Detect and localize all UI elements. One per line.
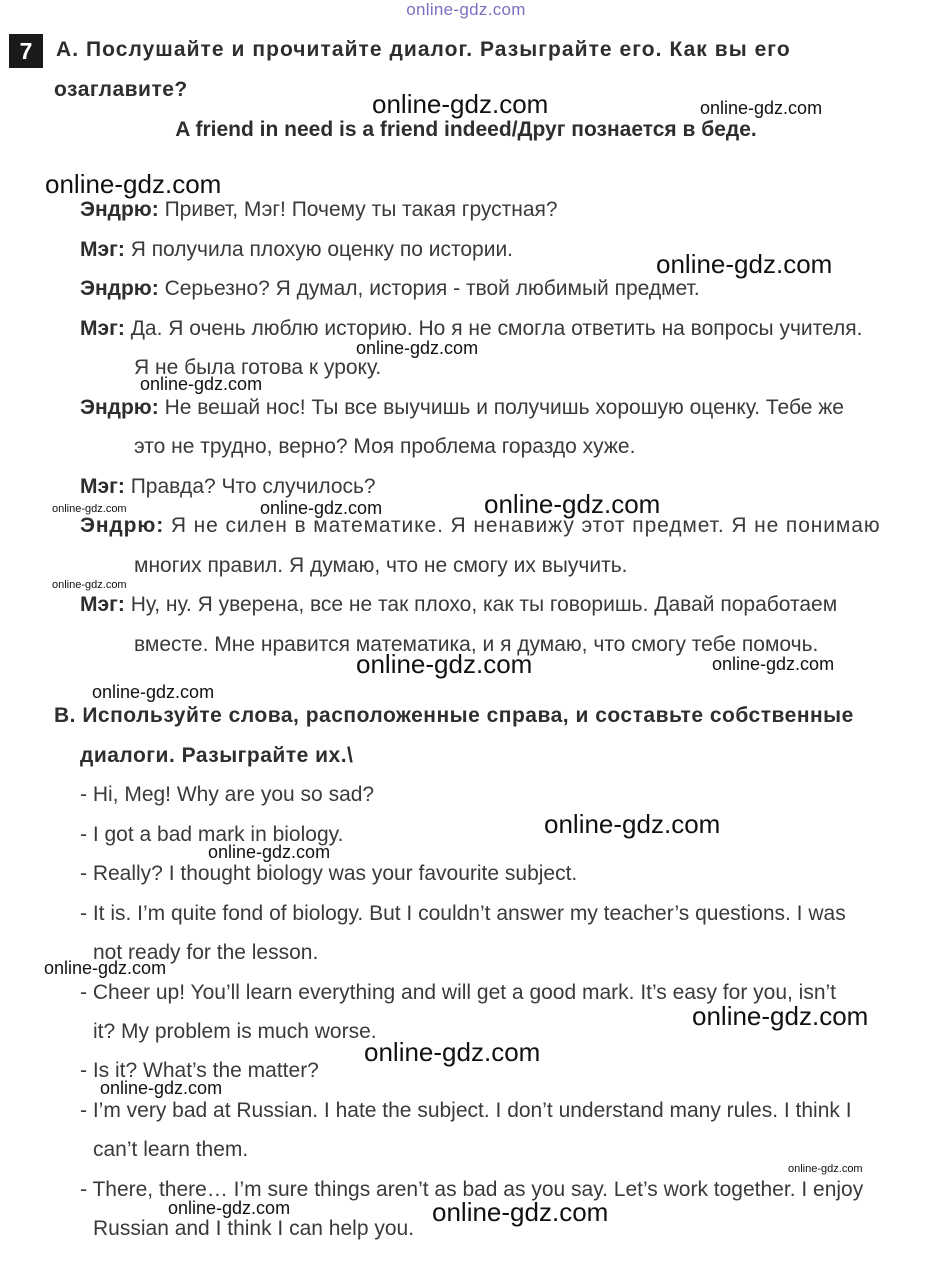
dialog-en-line: - Hi, Meg! Why are you so sad? bbox=[80, 783, 375, 806]
site-header-link[interactable]: online-gdz.com bbox=[406, 0, 526, 19]
watermark-text: online-gdz.com bbox=[656, 249, 833, 279]
dialog-ru-text: Привет, Мэг! Почему ты такая грустная? bbox=[164, 198, 558, 221]
dialog-en-line-cont: it? My problem is much worse. bbox=[93, 1020, 377, 1043]
speaker-label: Эндрю: bbox=[80, 277, 159, 300]
speaker-label: Мэг: bbox=[80, 593, 125, 616]
watermark-text: online-gdz.com bbox=[168, 1198, 291, 1218]
watermark-text: online-gdz.com bbox=[92, 682, 215, 702]
dialog-en-line: - I got a bad mark in biology. bbox=[80, 823, 344, 846]
dialog-ru-line bbox=[80, 198, 558, 222]
watermark-text: online-gdz.com bbox=[712, 654, 835, 674]
speaker-label: Эндрю: bbox=[80, 198, 159, 221]
watermark-text: online-gdz.com bbox=[52, 503, 127, 515]
watermark-text: online-gdz.com bbox=[372, 89, 549, 119]
dialog-en-line: - Is it? What’s the matter? bbox=[80, 1059, 319, 1082]
dialog-ru-text: Да. Я очень люблю историю. Но я не смогла ответить на вопросы учителя. bbox=[130, 317, 863, 340]
dialog-en-line: - I’m very bad at Russian. I hate the subject. I don’t understand many rules. I think I bbox=[80, 1099, 852, 1122]
dialog-ru-line-cont: вместе. Мне нравится математика, и я думаю, что смогу тебе помочь. bbox=[134, 633, 819, 656]
speaker-label: Мэг: bbox=[80, 317, 125, 340]
watermark-text: online-gdz.com bbox=[52, 579, 127, 591]
dialog-en-line-cont: can’t learn them. bbox=[93, 1138, 249, 1161]
watermark-text: online-gdz.com bbox=[692, 1001, 869, 1031]
watermark-text: online-gdz.com bbox=[356, 338, 479, 358]
dialog-en-line: - Cheer up! You’ll learn everything and will get a good mark. It’s easy for you, isn’t bbox=[80, 981, 837, 1004]
dialog-ru-line bbox=[80, 238, 513, 262]
dialog-ru-text: Я получила плохую оценку по истории. bbox=[130, 238, 514, 261]
speaker-label: Мэг: bbox=[80, 238, 125, 261]
dialog-en-line: - There, there… I’m sure things aren’t as bad as you say. Let’s work together. I enjoy bbox=[80, 1178, 864, 1201]
watermark-text: online-gdz.com bbox=[788, 1163, 863, 1175]
dialog-ru-text: Серьезно? Я думал, история - твой любимый предмет. bbox=[164, 277, 700, 300]
dialog-ru-line bbox=[80, 593, 837, 617]
dialog-ru-line bbox=[80, 396, 844, 420]
watermark-text: online-gdz.com bbox=[544, 809, 721, 839]
part-a-instruction-line2: озаглавите? bbox=[54, 78, 188, 101]
dialog-ru-text: Ну, ну. Я уверена, все не так плохо, как ты говоришь. Давай поработаем bbox=[130, 593, 838, 616]
speaker-label: Эндрю: bbox=[80, 514, 165, 537]
watermark-text: online-gdz.com bbox=[45, 169, 222, 199]
watermark-text: online-gdz.com bbox=[432, 1197, 609, 1227]
dialog-en-line-cont: not ready for the lesson. bbox=[93, 941, 319, 964]
dialog-ru-text: Я не силен в математике. Я ненавижу этот предмет. Я не понимаю bbox=[170, 514, 881, 537]
watermark-text: online-gdz.com bbox=[208, 842, 331, 862]
watermark-text: online-gdz.com bbox=[356, 649, 533, 679]
task-number-badge: 7 bbox=[9, 34, 43, 68]
part-b-instruction-line1: В. Используйте слова, расположенные справа, и составьте собственные bbox=[54, 704, 854, 727]
dialog-ru-line-cont: многих правил. Я думаю, что не смогу их выучить. bbox=[134, 554, 628, 577]
part-b-instruction-line2: диалоги. Разыграйте их.\ bbox=[80, 744, 354, 767]
dialog-title: A friend in need is a friend indeed/Друг познается в беде. bbox=[175, 118, 757, 141]
dialog-ru-text: Правда? Что случилось? bbox=[130, 475, 376, 498]
dialog-en-line: - Really? I thought biology was your favourite subject. bbox=[80, 862, 578, 885]
dialog-ru-line bbox=[80, 475, 376, 499]
watermark-text: online-gdz.com bbox=[100, 1078, 223, 1098]
watermark-text: online-gdz.com bbox=[140, 374, 263, 394]
watermark-text: online-gdz.com bbox=[364, 1037, 541, 1067]
dialog-ru-text: Не вешай нос! Ты все выучишь и получишь хорошую оценку. Тебе же bbox=[164, 396, 844, 419]
watermark-text: online-gdz.com bbox=[44, 958, 167, 978]
dialog-ru-line-cont: это не трудно, верно? Моя проблема гораздо хуже. bbox=[134, 435, 636, 458]
dialog-en-line: - It is. I’m quite fond of biology. But I couldn’t answer my teacher’s questions. I was bbox=[80, 902, 846, 925]
speaker-label: Эндрю: bbox=[80, 396, 159, 419]
part-a-instruction-line1: А. Послушайте и прочитайте диалог. Разыграйте его. Как вы его bbox=[56, 38, 791, 61]
watermark-text: online-gdz.com bbox=[484, 489, 661, 519]
speaker-label: Мэг: bbox=[80, 475, 125, 498]
watermark-text: online-gdz.com bbox=[260, 498, 383, 518]
dialog-en-line-cont: Russian and I think I can help you. bbox=[93, 1217, 415, 1240]
dialog-ru-line-cont: Я не была готова к уроку. bbox=[134, 356, 382, 379]
dialog-ru-line bbox=[80, 514, 880, 538]
dialog-ru-line bbox=[80, 277, 700, 301]
watermark-text: online-gdz.com bbox=[700, 98, 823, 118]
